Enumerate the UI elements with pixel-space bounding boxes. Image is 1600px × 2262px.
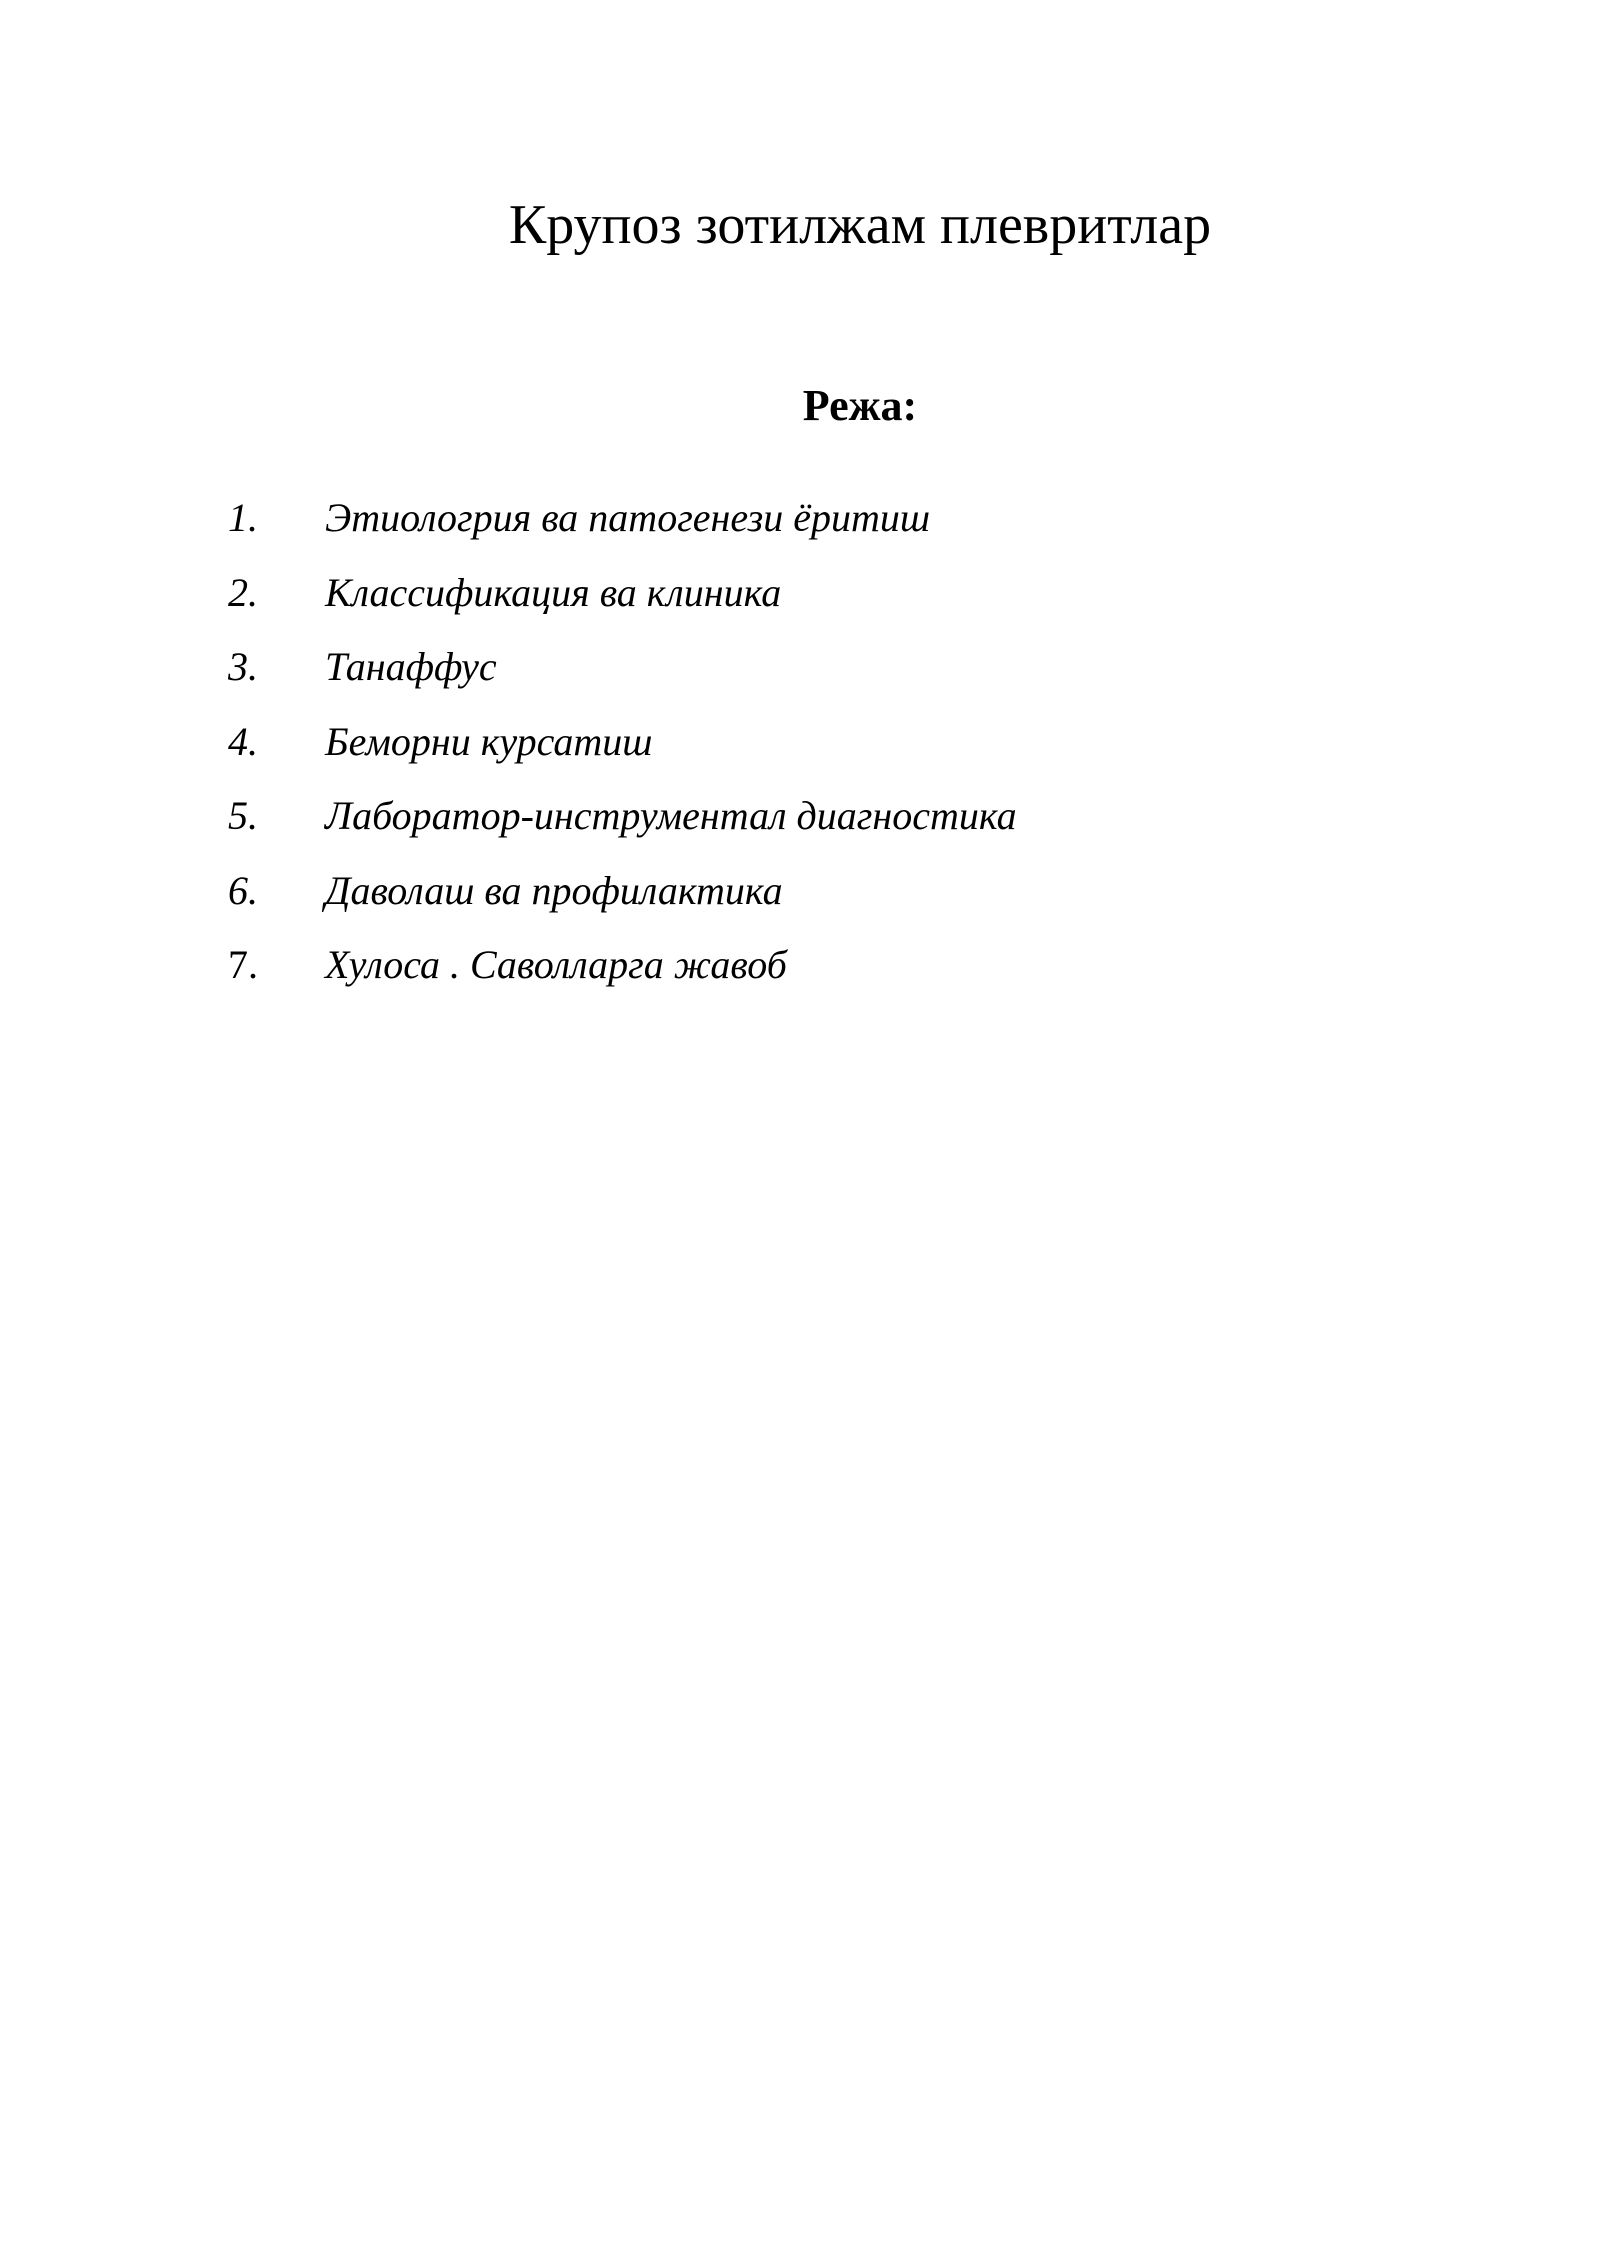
plan-item-number: 3. [228, 644, 258, 689]
plan-item-text: Танаффус [325, 644, 497, 689]
plan-item-number: 2. [228, 569, 258, 615]
plan-item-text: Даволаш ва профилактика [325, 867, 783, 913]
plan-item-text: Классификация ва клиника [325, 569, 782, 615]
plan-item-number: 4. [228, 718, 258, 764]
plan-item-text: Этиологрия ва патогенези ёритиш [325, 495, 931, 540]
plan-item-number: 5. [228, 793, 258, 838]
plan-item-number: 6. [228, 867, 258, 913]
plan-item-text: Беморни курсатиш [325, 718, 653, 764]
plan-item-text: Лаборатор-инструментал диагностика [325, 793, 1017, 838]
document-title: Крупоз зотилжам плевритлар [508, 194, 1212, 256]
plan-heading: Режа: [802, 381, 918, 430]
plan-item-number: 1. [228, 495, 258, 540]
plan-item-number: 7. [228, 942, 258, 987]
plan-item-text: Хулоса . Саволларга жавоб [325, 942, 787, 987]
